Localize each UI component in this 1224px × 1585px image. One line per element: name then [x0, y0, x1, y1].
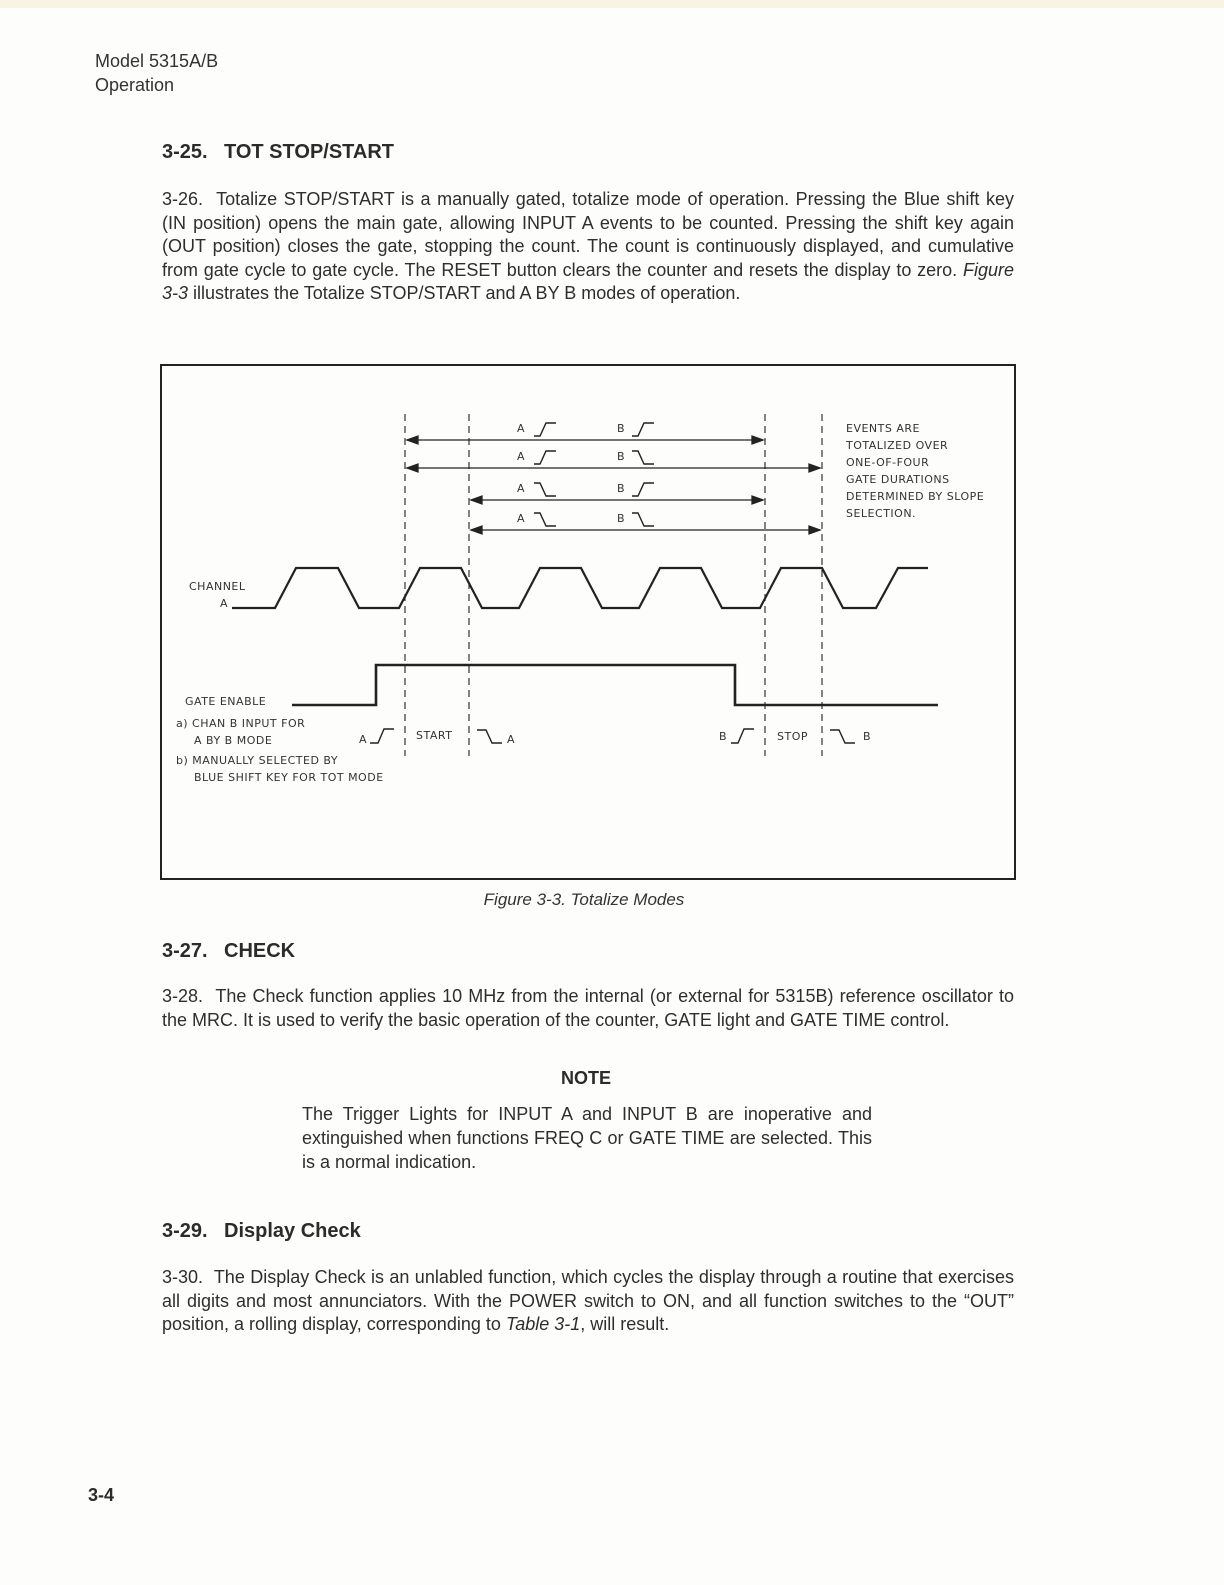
header-section: Operation [95, 75, 175, 95]
slope-row-b-label: B [617, 422, 626, 435]
events-note-line: GATE DURATIONS [846, 473, 950, 486]
slope-row-a-label: A [517, 512, 526, 525]
events-note [845, 422, 984, 520]
arrow-head [407, 436, 418, 444]
section-number: 3-29. [162, 1220, 208, 1242]
section-heading-tot-stop-start [162, 141, 394, 164]
slope-row-b-label: B [617, 450, 626, 463]
paragraph-3-30 [162, 1266, 1014, 1337]
arrow-head [809, 526, 820, 534]
note-b-line1: b) MANUALLY SELECTED BY [176, 754, 339, 767]
start-a-label-falling: A [507, 733, 516, 746]
paragraph-text: The Display Check is an unlabled function, which cycles the display through a routine that exercises all digits and most annunciators. With the POWER switch to ON, and all function switches to the “OUT” position, a rolling display, corresponding to [162, 1267, 1014, 1334]
header-model: Model 5315A/B [95, 51, 219, 71]
paragraph-3-28 [162, 985, 1014, 1032]
arrow-head [471, 526, 482, 534]
arrow-head [407, 464, 418, 472]
stop-b-label: B [719, 730, 728, 743]
slope-rows [517, 422, 654, 526]
note-b-line2: BLUE SHIFT KEY FOR TOT MODE [194, 771, 384, 784]
paragraph-number: 3-30. [162, 1267, 204, 1287]
channel-a-waveform [232, 568, 928, 608]
events-note-line: TOTALIZED OVER [846, 439, 949, 452]
paragraph-number: 3-28. [162, 986, 204, 1006]
slope-row-b-rising-icon [632, 483, 654, 496]
section-number: 3-27. [162, 940, 208, 962]
slope-row-a-rising-icon [534, 423, 556, 436]
falling-slope-icon [477, 730, 502, 743]
scan-top-band [0, 0, 1224, 8]
paragraph-number: 3-26. [162, 189, 204, 209]
events-note-line: ONE-OF-FOUR [846, 456, 930, 469]
paragraph-text: The Check function applies 10 MHz from the internal (or external for 5315B) reference oscillator to the MRC. It is used to verify the basic operation of the counter, GATE light and GATE TIME control. [162, 986, 1014, 1030]
note-title: NOTE [560, 1068, 611, 1088]
slope-row-a-rising-icon [534, 451, 556, 464]
page-number: 3-4 [88, 1485, 115, 1505]
figure-3-3 [160, 364, 1016, 880]
rising-slope-icon [731, 729, 754, 743]
table-reference: Table 3-1 [505, 1314, 581, 1334]
arrow-head [471, 496, 482, 504]
slope-row-b-falling-icon [632, 451, 654, 464]
arrow-head [752, 496, 763, 504]
arrow-head [752, 436, 763, 444]
gate-enable-waveform [292, 665, 938, 705]
section-number: 3-25. [162, 141, 208, 163]
figure-caption: Figure 3-3. Totalize Modes [483, 890, 685, 909]
start-a-label: A [359, 733, 368, 746]
gate-enable-label: GATE ENABLE [185, 695, 267, 708]
slope-row-a-label: A [517, 450, 526, 463]
stop-b-label-falling: B [863, 730, 872, 743]
note-text: The Trigger Lights for INPUT A and INPUT B are inoperative and extinguished when functions FREQ C or GATE TIME are selected. This is a normal indication. [302, 1104, 872, 1172]
channel-a-label: A [220, 597, 229, 610]
slope-row-a-falling-icon [534, 483, 556, 496]
events-note-line: EVENTS ARE [846, 422, 920, 435]
falling-slope-icon [830, 730, 855, 743]
section-title: TOT STOP/START [224, 141, 395, 163]
section-title: CHECK [224, 940, 296, 962]
slope-row-b-label: B [617, 512, 626, 525]
paragraph-text: Totalize STOP/START is a manually gated, totalize mode of operation. Pressing the Blue shift key (IN position) opens the main gate, allowing INPUT A events to be counted. Pressing the shift key again (OUT position) closes the gate, stopping the count. The count is continuously displayed, and cumulative from gate cycle to gate cycle. The RESET button clears the counter and resets the display to zero. [162, 189, 1014, 280]
paragraph-3-26 [162, 188, 1014, 306]
slope-row-b-rising-icon [632, 423, 654, 436]
slope-row-b-label: B [617, 482, 626, 495]
start-label: START [416, 729, 453, 742]
section-title: Display Check [224, 1220, 361, 1242]
rising-slope-icon [370, 729, 394, 743]
channel-label: CHANNEL [189, 580, 246, 593]
slope-row-a-falling-icon [534, 513, 556, 526]
note-a-line1: a) CHAN B INPUT FOR [176, 717, 306, 730]
stop-label: STOP [777, 730, 808, 743]
events-note-line: SELECTION. [846, 507, 917, 520]
arrow-head [809, 464, 820, 472]
figure-reference: Figure 3-3 [162, 259, 1014, 303]
slope-row-a-label: A [517, 422, 526, 435]
slope-row-a-label: A [517, 482, 526, 495]
section-heading-check [162, 940, 295, 963]
section-heading-display-check [162, 1220, 361, 1243]
paragraph-text-end: , will result. [580, 1314, 670, 1334]
paragraph-text-end: illustrates the Totalize STOP/START and A BY B modes of operation. [193, 283, 741, 303]
timing-diagram [162, 366, 1018, 882]
note-a-line2: A BY B MODE [194, 734, 273, 747]
events-note-line: DETERMINED BY SLOPE [846, 490, 985, 503]
slope-row-b-falling-icon [632, 513, 654, 526]
